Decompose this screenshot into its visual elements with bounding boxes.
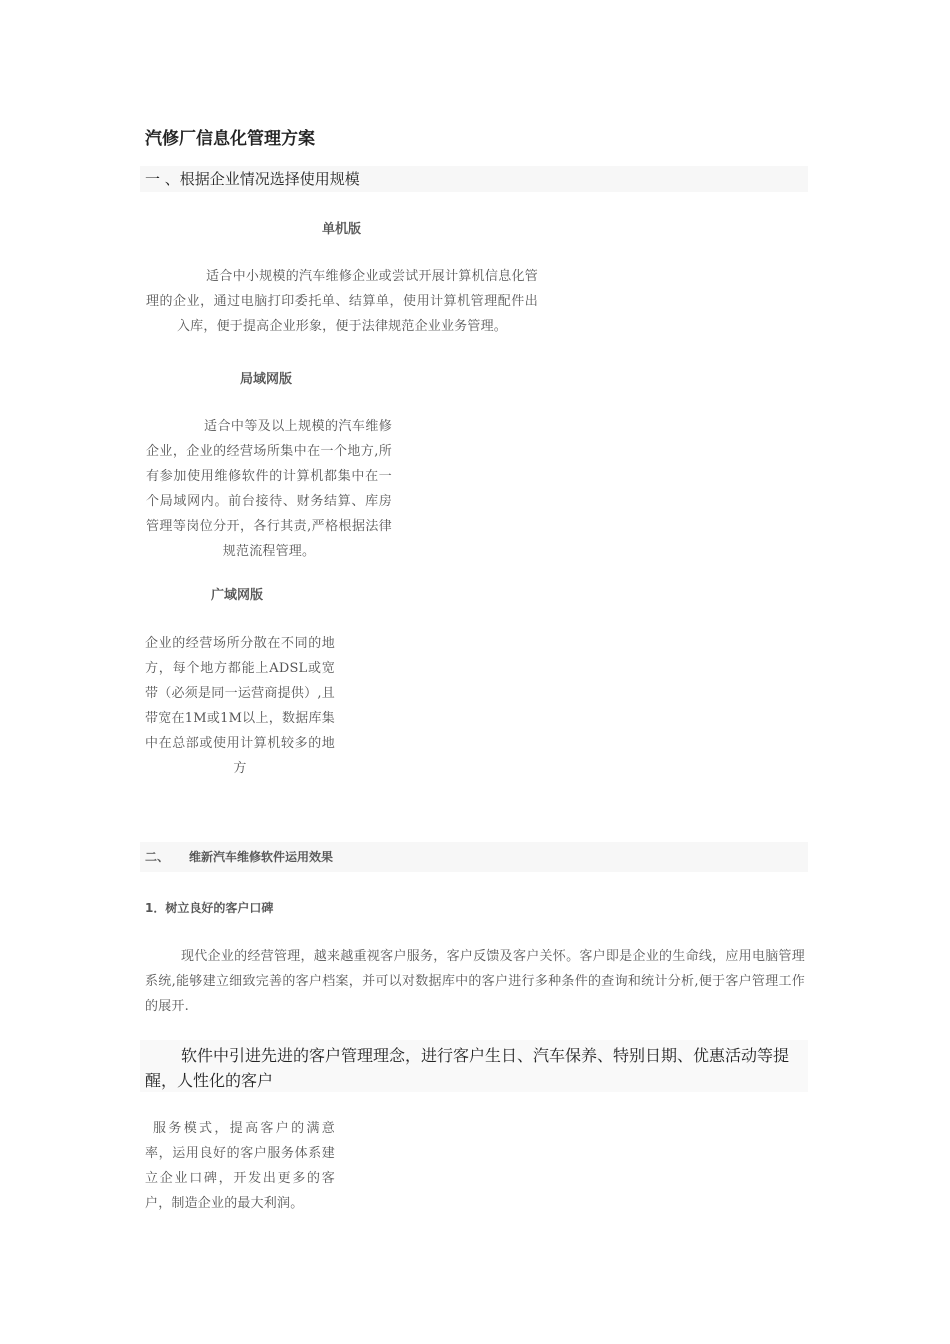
standalone-version-description: 适合中小规模的汽车维修企业或尝试开展计算机信息化管理的企业，通过电脑打印委托单、结算单，使用计算机管理配件出入库，便于提高企业形象，便于法律规范企业业务管理。 <box>146 269 538 334</box>
item-1-paragraph: 现代企业的经营管理，越来越重视客户服务，客户反馈及客户关怀。客户即是企业的生命线，应用电脑管理系统,能够建立细致完善的客户档案，并可以对数据库中的客户进行多种条件的查询和统计分析,便于客户管理工作的展开. <box>145 949 805 1014</box>
standalone-version-heading: 单机版 <box>322 222 362 237</box>
document-title: 汽修厂信息化管理方案 <box>145 129 315 149</box>
section-2-number: 二、 <box>145 850 170 864</box>
wan-version-description: 企业的经营场所分散在不同的地方，每个地方都能上ADSL或宽带（必须是同一运营商提供）,且带宽在1M或1M以上，数据库集中在总部或使用计算机较多的地方 <box>145 636 335 776</box>
lan-version-description: 适合中等及以上规模的汽车维修企业，企业的经营场所集中在一个地方,所有参加使用维修软件的计算机都集中在一个局域网内。前台接待、财务结算、库房管理等岗位分开，各行其责,严格根据法律规范流程管理。 <box>146 419 392 559</box>
section-1-heading: 一 、根据企业情况选择使用规模 <box>140 166 808 192</box>
item-1-continuation: 服务模式，提高客户的满意率，运用良好的客户服务体系建立企业口碑，开发出更多的客户，制造企业的最大利润。 <box>145 1121 335 1211</box>
item-1-highlight-paragraph: 软件中引进先进的客户管理理念，进行客户生日、汽车保养、特别日期、优惠活动等提醒，人性化的客户 <box>145 1046 790 1090</box>
section-2-heading <box>140 842 808 872</box>
lan-version-heading: 局域网版 <box>240 372 293 387</box>
section-2-title: 维新汽车维修软件运用效果 <box>189 850 334 864</box>
wan-version-heading: 广域网版 <box>211 588 264 603</box>
item-1-heading: 1．树立良好的客户口碑 <box>145 901 274 915</box>
